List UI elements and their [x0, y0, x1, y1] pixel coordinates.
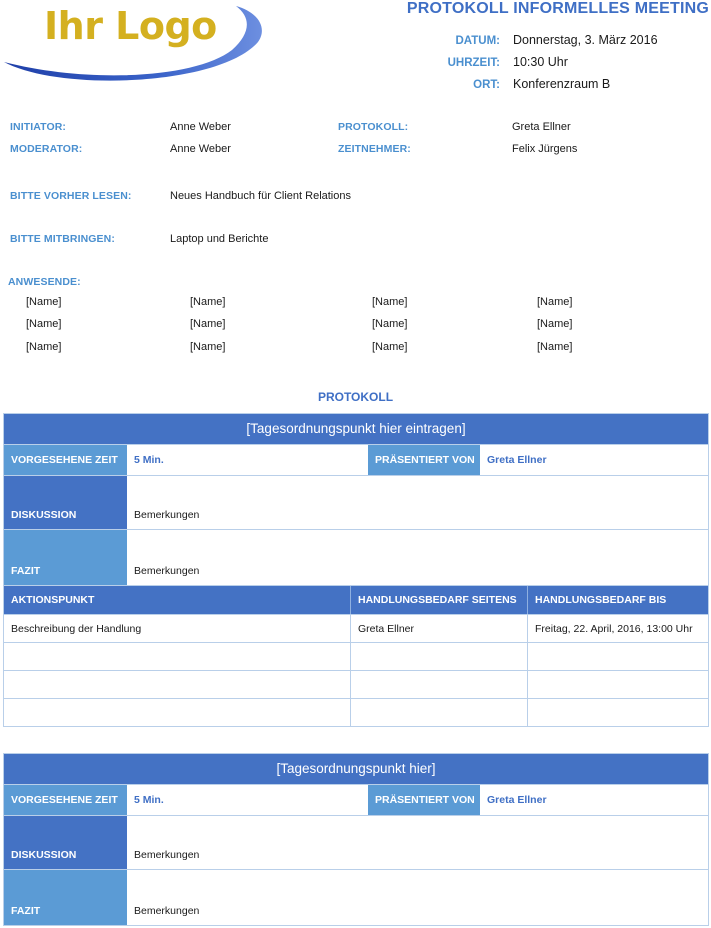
attendee-name: [Name] [26, 318, 62, 330]
place-value: Konferenzraum B [513, 77, 611, 91]
read-value: Neues Handbuch für Client Relations [170, 190, 351, 202]
timekeeper-value: Felix Jürgens [512, 143, 578, 155]
planned-time-value: 5 Min. [134, 454, 164, 466]
attendees-label: ANWESENDE: [8, 276, 81, 288]
action-due-header: HANDLUNGSBEDARF BIS [527, 586, 708, 614]
date-label: DATUM: [455, 35, 500, 47]
agenda-item [3, 753, 709, 926]
action-description [4, 671, 350, 698]
discussion-label: DISKUSSION [4, 476, 127, 529]
initiator-value: Anne Weber [170, 121, 231, 133]
meta-date [400, 33, 700, 53]
conclusion-row [4, 529, 708, 585]
attendee-name: [Name] [537, 296, 573, 308]
moderator-value: Anne Weber [170, 143, 231, 155]
conclusion-label: FAZIT [4, 870, 127, 925]
initiator-row [10, 121, 330, 137]
meta-time [400, 55, 700, 75]
planned-time-label: VORGESEHENE ZEIT [4, 785, 127, 815]
agenda-item [3, 413, 709, 727]
attendee-name: [Name] [372, 318, 408, 330]
attendee-name: [Name] [26, 296, 62, 308]
planned-time-value: 5 Min. [134, 794, 164, 806]
document-title: PROTOKOLL INFORMELLES MEETING [406, 0, 709, 17]
timekeeper-label: ZEITNEHMER: [338, 143, 411, 155]
action-description: Beschreibung der Handlung [11, 622, 142, 635]
conclusion-value: Bemerkungen [134, 905, 200, 917]
read-row [10, 190, 610, 206]
attendee-name: [Name] [372, 341, 408, 353]
presenter-value: Greta Ellner [487, 454, 547, 466]
bring-value: Laptop und Berichte [170, 233, 269, 245]
attendee-name: [Name] [537, 341, 573, 353]
meta-place [400, 77, 700, 97]
conclusion-value: Bemerkungen [134, 565, 200, 577]
attendee-name: [Name] [190, 341, 226, 353]
time-label: UHRZEIT: [447, 57, 500, 69]
conclusion-label: FAZIT [4, 530, 127, 585]
action-row [4, 642, 708, 670]
place-label: ORT: [473, 79, 500, 91]
agenda-item-title: [Tagesordnungspunkt hier] [4, 754, 708, 784]
time-value: 10:30 Uhr [513, 55, 568, 69]
actions-header-row [4, 585, 708, 614]
discussion-label: DISKUSSION [4, 816, 127, 869]
attendee-name: [Name] [372, 296, 408, 308]
planned-time-label: VORGESEHENE ZEIT [4, 445, 127, 475]
action-owner [350, 671, 527, 698]
action-owner [350, 643, 527, 670]
presenter-label: PRÄSENTIERT VON [368, 445, 480, 475]
timekeeper-row [338, 143, 698, 159]
action-due [527, 643, 708, 670]
attendee-name: [Name] [26, 341, 62, 353]
protocol-row [338, 121, 698, 137]
moderator-label: MODERATOR: [10, 143, 83, 155]
protocol-label: PROTOKOLL: [338, 121, 409, 133]
date-value: Donnerstag, 3. März 2016 [513, 33, 658, 47]
discussion-value: Bemerkungen [134, 849, 200, 861]
discussion-value: Bemerkungen [134, 509, 200, 521]
bring-row [10, 233, 610, 249]
attendee-name: [Name] [537, 318, 573, 330]
attendees-row [8, 276, 208, 292]
action-due [527, 671, 708, 698]
initiator-label: INITIATOR: [10, 121, 67, 133]
attendee-name: [Name] [190, 296, 226, 308]
conclusion-row [4, 869, 708, 925]
discussion-row [4, 475, 708, 529]
action-due [527, 699, 708, 726]
action-row [4, 614, 708, 642]
action-description [4, 643, 350, 670]
agenda-item-title: [Tagesordnungspunkt hier eintragen] [4, 414, 708, 444]
attendee-name: [Name] [190, 318, 226, 330]
logo [0, 0, 265, 86]
agenda-time-row [4, 784, 708, 815]
protocol-value: Greta Ellner [512, 121, 571, 133]
action-due: Freitag, 22. April, 2016, 13:00 Uhr [527, 615, 708, 642]
presenter-label: PRÄSENTIERT VON [368, 785, 480, 815]
action-row [4, 698, 708, 726]
presenter-value: Greta Ellner [487, 794, 547, 806]
discussion-row [4, 815, 708, 869]
logo-text: Ihr Logo [44, 4, 217, 48]
moderator-row [10, 143, 330, 159]
bring-label: BITTE MITBRINGEN: [10, 233, 115, 245]
action-item-header: AKTIONSPUNKT [4, 586, 350, 614]
action-owner [350, 699, 527, 726]
action-owner-header: HANDLUNGSBEDARF SEITENS [350, 586, 527, 614]
action-row [4, 670, 708, 698]
action-description [4, 699, 350, 726]
protocol-section-title: PROTOKOLL [317, 390, 394, 404]
agenda-time-row [4, 444, 708, 475]
read-label: BITTE VORHER LESEN: [10, 190, 132, 202]
action-owner: Greta Ellner [350, 615, 527, 642]
